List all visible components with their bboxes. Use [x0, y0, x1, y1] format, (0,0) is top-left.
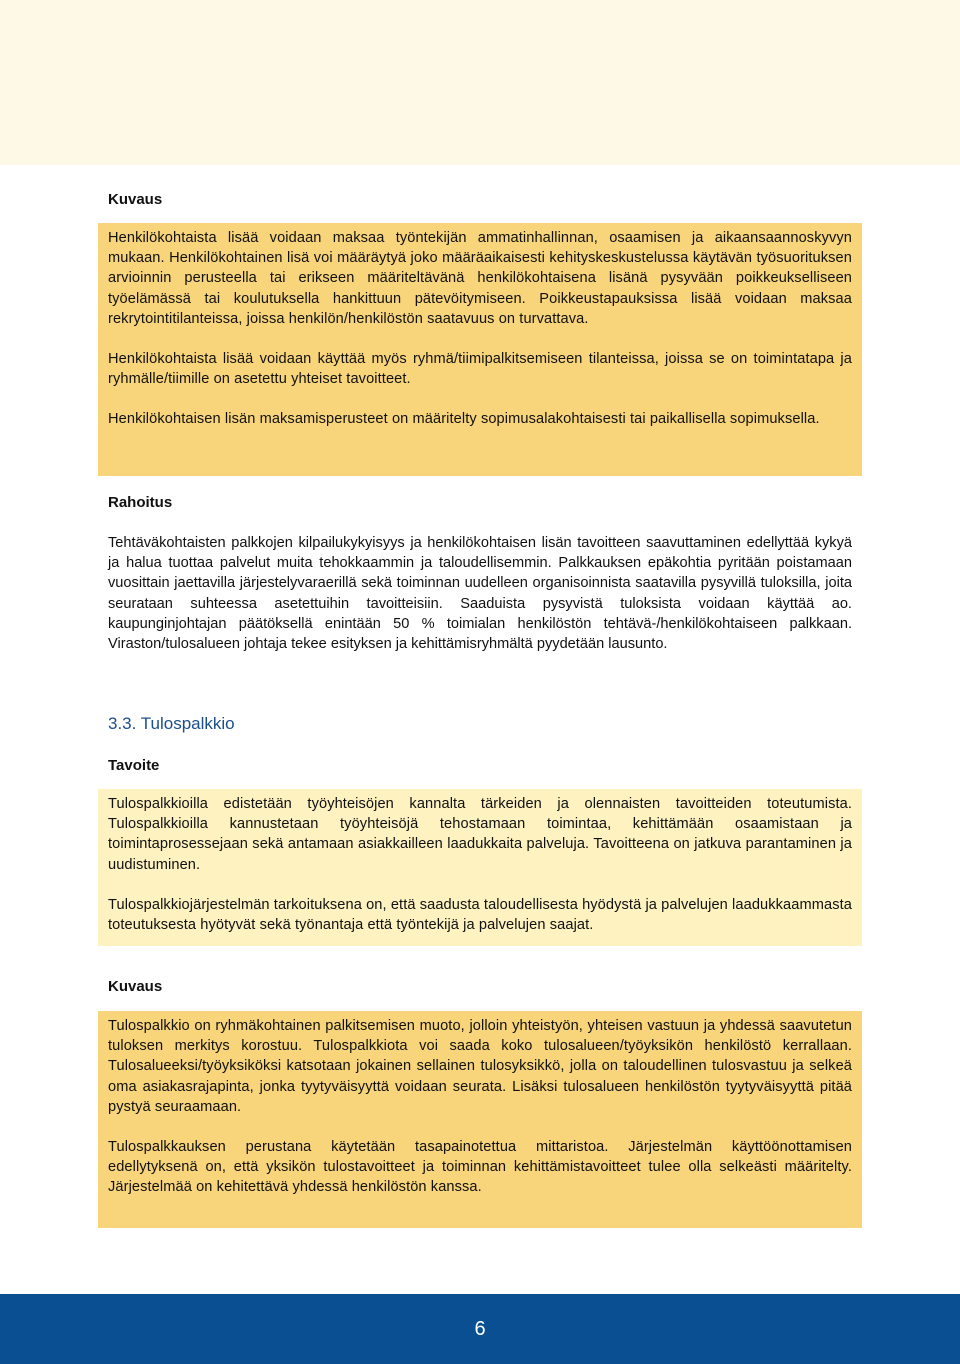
tavoite-box: [98, 789, 862, 946]
kuvaus-paragraph-3: Henkilökohtaisen lisän maksamisperusteet on määritelty sopimusalakohtaisesti tai paikallisella sopimuksella.: [108, 411, 820, 428]
section-heading-rahoitus: Rahoitus: [108, 494, 173, 511]
kuvaus2-paragraph-1: Tulospalkkio on ryhmäkohtainen palkitsemisen muoto, jolloin yhteistyön, yhteisen vastuun ja yhdessä saavutetun tuloksen merkitys korostuu. Tulospalkkiota voi saada koko tulosalueen/työyksikön henkilöstö kerrallaan. Tulosalueeksi/työyksiköksi katsotaan jokainen sellainen tulosyksikkö, jolla on taloudellinen tulosvastuu ja selkeä oma asiakasrajapinta, jonka tyytyväisyyttä voidaan seurata. Lisäksi tulosalueen henkilöstön tyytyväisyyttä pitää pystyä seuraamaan.: [108, 1018, 852, 1115]
tavoite-paragraph-2: Tulospalkkiojärjestelmän tarkoituksena on, että saadusta taloudellisesta hyödystä ja palvelujen laadukkaammasta toteutuksesta hyötyvät sekä työnantaja että työntekijä ja palvelujen saajat.: [108, 896, 852, 934]
kuvaus2-paragraph-2: Tulospalkkauksen perustana käytetään tasapainotettua mittaristoa. Järjestelmän käyttöönottamisen edellytyksenä on, että yksikön tulostavoitteet ja toiminnan kehittämistavoitteet tulee olla selkeästi määritelty. Järjestelmää on kehitettävä yhdessä henkilöstön kanssa.: [108, 1139, 852, 1196]
section-heading-kuvaus-2: Kuvaus: [108, 978, 163, 995]
kuvaus-box: [98, 223, 862, 476]
rahoitus-paragraph: Tehtäväkohtaisten palkkojen kilpailukykyisyys ja henkilökohtaisen lisän tavoitteen saavuttaminen edellyttää kykyä ja halua tuottaa palvelut muita tehokkaammin ja taloudellisemmin. Palkkauksen epäkohtia pyritään poistamaan vuosittain jaettavilla järjestelyvaraerillä sekä toiminnan uudelleen organisoinnista saatavilla pysyvillä tuloksilla, joita seurataan suhteessa asetettuihin tavoitteisiin. Saaduista pysyvistä tuloksista voidaan käyttää ao. kaupunginjohtajan päätöksellä enintään 50 % toimialan henkilöstön tehtävä-/henkilökohtaiseen palkkaan. Viraston/tulosalueen johtaja tekee esityksen ja kehittämisryhmältä pyydetään lausunto.: [108, 535, 852, 653]
footer-bar: [0, 1294, 960, 1364]
section-heading-kuvaus: Kuvaus: [108, 191, 163, 208]
section-heading-tavoite: Tavoite: [108, 757, 160, 774]
kuvaus-paragraph-2: Henkilökohtaista lisää voidaan käyttää myös ryhmä/tiimipalkitsemiseen tilanteissa, joissa se on toimintatapa ja ryhmälle/tiimille on asetettu yhteiset tavoitteet.: [108, 351, 852, 388]
kuvaus2-box: [98, 1011, 862, 1228]
page-number: 6: [474, 1317, 486, 1340]
kuvaus-paragraph-1: Henkilökohtaista lisää voidaan maksaa työntekijän ammatinhallinnan, osaamisen ja aikaansaannoskyvyn mukaan. Henkilökohtainen lisä voi määräytyä joko määräaikaisesti kehityskeskustelussa käytävän työsuorituksen arvioinnin perusteella tai erikseen määriteltävänä henkilökohtaisena lisänä pysyvään poikkeukselliseen työelämässä tai koulutuksella hankittuun pätevöitymiseen. Poikkeustapauksissa lisää voidaan maksaa rekrytointitilanteissa, joissa henkilön/henkilöstön saatavuus on turvattava.: [108, 230, 852, 327]
tavoite-paragraph-1: Tulospalkkioilla edistetään työyhteisöjen kannalta tärkeiden ja olennaisten tavoitteiden toteutumista. Tulospalkkioilla kannustetaan työyhteisöjä tehostamaan toimintaa, kehittämään osaamistaan ja toimintaprosessejaan sekä antamaan asiakkailleen laadukkaita palveluja. Tavoitteena on jatkuva parantaminen ja uudistuminen.: [108, 796, 852, 873]
section-title-tulospalkkio: 3.3. Tulospalkkio: [108, 714, 235, 733]
top-band: [0, 0, 960, 165]
